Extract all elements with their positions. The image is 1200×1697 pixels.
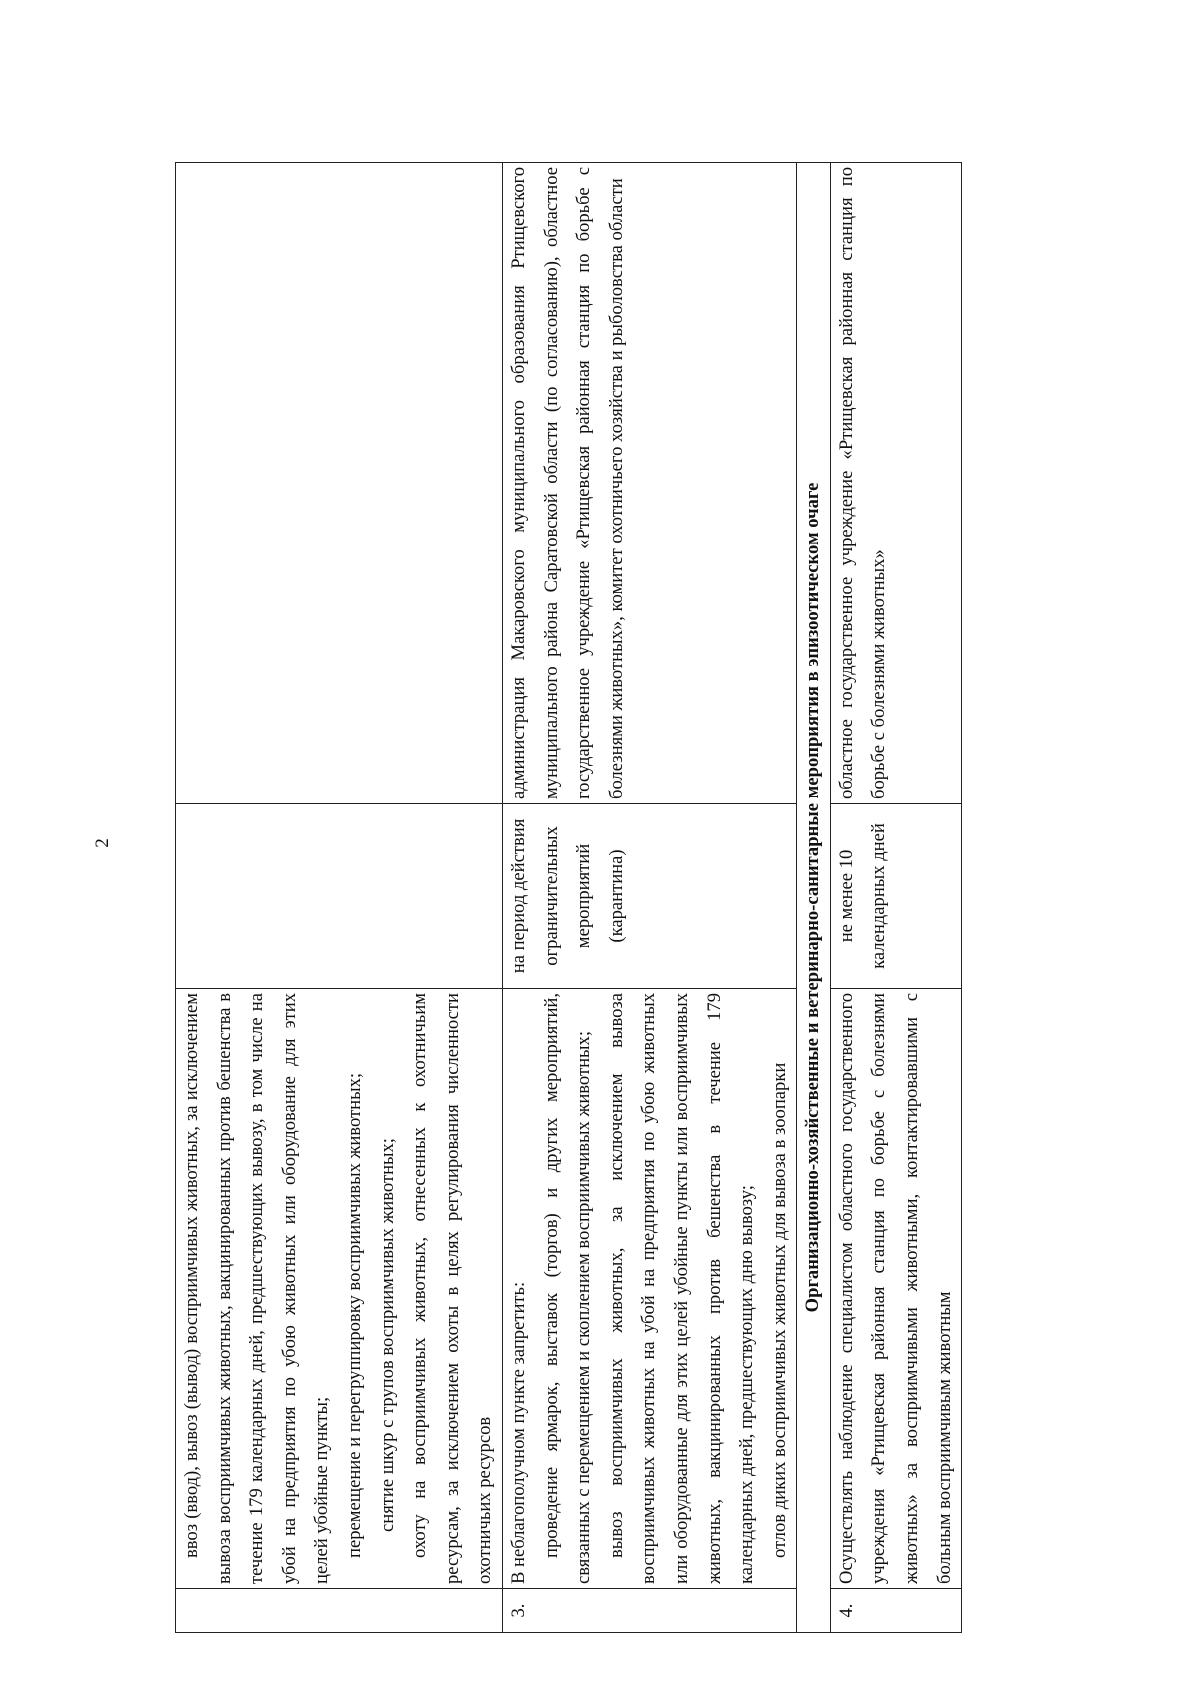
table-row-continuation (176, 163, 503, 1633)
measure-paragraph: В неблагополучном пункте запретить: (507, 1281, 529, 1584)
table-row-3 (502, 163, 796, 1633)
executor-cell: администрация Макаровского муниципального образования Ртищевского муниципального района Саратовской области (по согласованию), областное государственное учреждение «Ртищевская районная станция по борьбе с болезнями животных», комитет охотничьего хозяйства и рыболовства области (502, 163, 796, 804)
executor-cell (176, 163, 503, 804)
measure-cell: Осуществлять наблюдение специалистом областного государственного учреждения «Ртищевская районная станция по борьбе с болезнями животных» за восприимчивыми животными, контактировавшими с больным восприимчивым животным (830, 989, 961, 1589)
page-number: 2 (92, 838, 113, 848)
measure-paragraph: отлов диких восприимчивых животных для вывоза в зоопарки (768, 1062, 790, 1558)
row-number-cell (176, 1589, 503, 1633)
measure-paragraph: охоту на восприимчивых животных, отнесенных к охотничьим ресурсам, за исключением охоты в целях регулирования численности охотничьих ресурсов (409, 993, 496, 1584)
measure-paragraph: перемещение и перегруппировку восприимчивых животных; (343, 1072, 365, 1558)
term-cell (176, 804, 503, 989)
measure-paragraph: проведение ярмарок, выставок (торгов) и других мероприятий, связанных с перемещением и скоплением восприимчивых животных; (540, 993, 595, 1584)
term-cell: на период действия ограничительных мероприятий (карантина) (502, 804, 796, 989)
section-heading-row (797, 163, 831, 1633)
measure-cell (502, 989, 796, 1589)
measure-cell (176, 989, 503, 1589)
section-heading: Организационно-хозяйственные и ветеринарно-санитарные мероприятия в эпизоотическом очаге (797, 163, 831, 1633)
measure-paragraph: вывоз восприимчивых животных, за исключением вывоза восприимчивых животных на убой на предприятия по убою животных или оборудованные для этих целей убойные пункты или восприимчивых животных, вакцинированных против бешенства в течение 179 календарных дней, предшествующих дню вывозу; (605, 993, 758, 1584)
table-row-4 (830, 163, 961, 1633)
rotated-landscape-sheet (175, 163, 1055, 1633)
measures-table (175, 162, 962, 1633)
row-number-cell: 4. (830, 1589, 961, 1633)
row-number-cell: 3. (502, 1589, 796, 1633)
measure-paragraph: ввоз (ввод), вывоз (вывод) восприимчивых животных, за исключением вывоза восприимчивых животных, вакцинированных против бешенства в течение 179 календарных дней, предшествующих вывозу, в том числе на убой на предприятия по убою животных или оборудование для этих целей убойные пункты; (181, 993, 333, 1584)
term-cell: не менее 10 календарных дней (830, 804, 961, 989)
measure-paragraph: снятие шкур с трупов восприимчивых животных; (376, 1138, 398, 1532)
executor-cell: областное государственное учреждение «Ртищевская районная станция по борьбе с болезнями животных» (830, 163, 961, 804)
